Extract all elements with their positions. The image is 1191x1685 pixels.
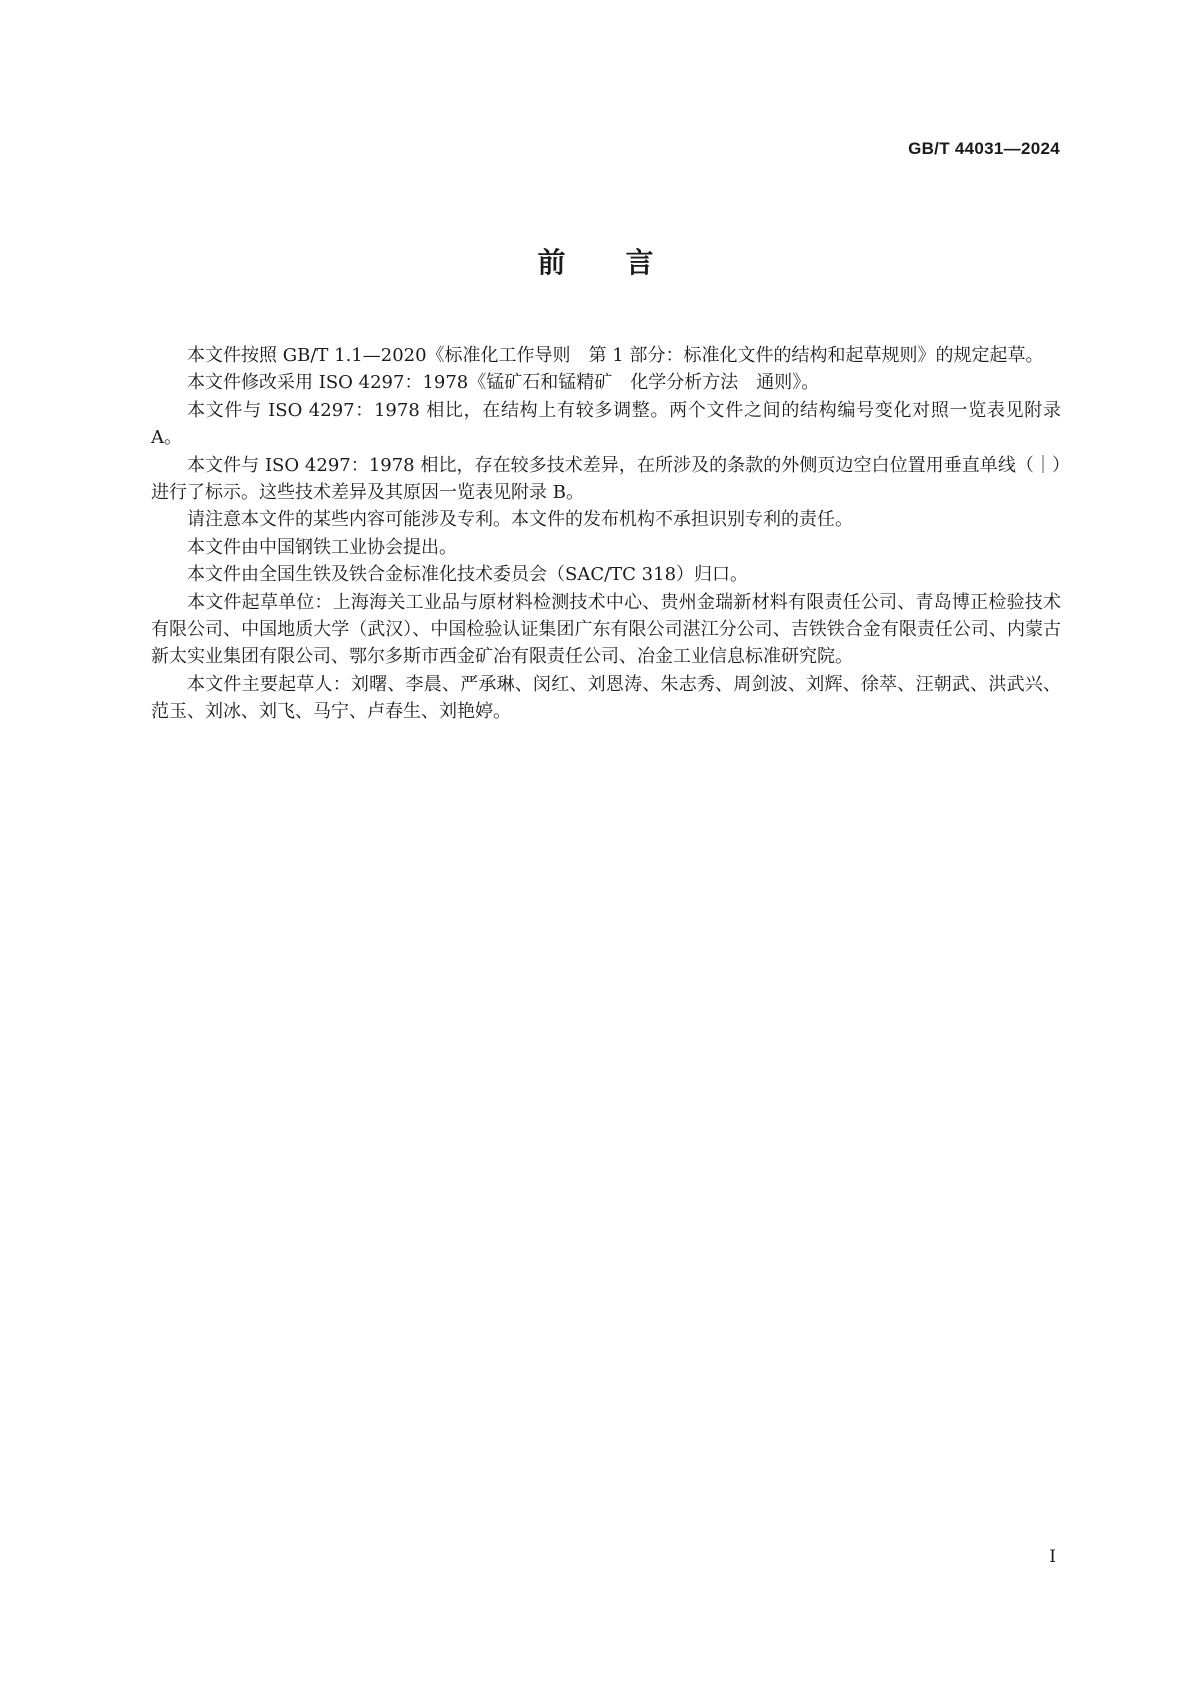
paragraph-proposed-by: 本文件由中国钢铁工业协会提出。 xyxy=(187,536,457,558)
paragraph-technical-differences: 本文件与 ISO 4297：1978 相比，存在较多技术差异，在所涉及的条款的外侧页边空白位置用垂直单线（｜）进行了标示。这些技术差异及其原因一览表见附录 B。 xyxy=(151,454,1061,504)
standard-number: GB/T 44031—2024 xyxy=(908,139,1060,158)
page-number: I xyxy=(1049,1547,1056,1567)
paragraph-main-drafters: 本文件主要起草人：刘曙、李晨、严承琳、闵红、刘恩涛、朱志秀、周剑波、刘辉、徐萃、汪朝武、洪武兴、范玉、刘冰、刘飞、马宁、卢春生、刘艳婷。 xyxy=(151,673,1061,723)
paragraph-drafting-organizations: 本文件起草单位：上海海关工业品与原材料检测技术中心、贵州金瑞新材料有限责任公司、青岛博正检验技术有限公司、中国地质大学（武汉）、中国检验认证集团广东有限公司湛江分公司、吉铁铁合金有限责任公司、内蒙古新太实业集团有限公司、鄂尔多斯市西金矿冶有限责任公司、冶金工业信息标准研究院。 xyxy=(151,591,1061,668)
page-title: 前言 xyxy=(537,246,714,279)
paragraph-patent-notice: 请注意本文件的某些内容可能涉及专利。本文件的发布机构不承担识别专利的责任。 xyxy=(187,509,853,531)
paragraph-administered-by: 本文件由全国生铁及铁合金标准化技术委员会（SAC/TC 318）归口。 xyxy=(187,564,749,586)
paragraph-adoption: 本文件修改采用 ISO 4297：1978《锰矿石和锰精矿 化学分析方法 通则》。 xyxy=(187,372,820,394)
paragraph-structure-changes: 本文件与 ISO 4297：1978 相比，在结构上有较多调整。两个文件之间的结构编号变化对照一览表见附录 A。 xyxy=(151,399,1061,449)
paragraph-drafting-rules: 本文件按照 GB/T 1.1—2020《标准化工作导则 第 1 部分：标准化文件的结构和起草规则》的规定起草。 xyxy=(187,345,1044,366)
foreword-body xyxy=(151,342,1061,726)
